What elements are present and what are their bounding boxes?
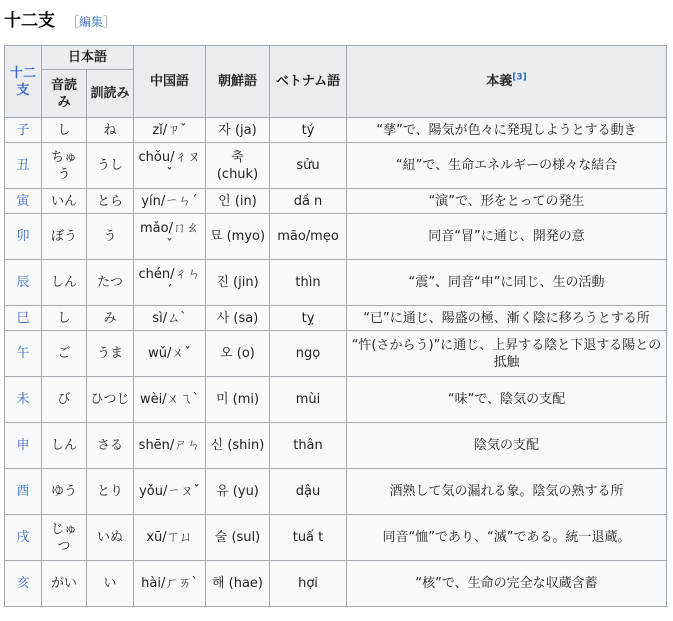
cell-chinese: mǎo/ㄇㄠˇ bbox=[134, 214, 206, 260]
cell-eto[interactable] bbox=[5, 561, 42, 607]
cell-korean: 미 (mi) bbox=[206, 377, 270, 423]
table-row bbox=[5, 143, 667, 189]
cell-korean: 신 (shin) bbox=[206, 423, 270, 469]
eto-link[interactable]: 寅 bbox=[16, 193, 30, 209]
edit-bracket-open: ［ bbox=[67, 15, 80, 29]
eto-link[interactable]: 申 bbox=[16, 438, 30, 453]
section-title: 十二支 bbox=[4, 11, 55, 31]
header-meaning: 本義[3] bbox=[347, 46, 667, 118]
cell-eto[interactable] bbox=[5, 515, 42, 561]
cell-onyomi: しん bbox=[42, 423, 87, 469]
cell-korean: 해 (hae) bbox=[206, 561, 270, 607]
table-row bbox=[5, 260, 667, 306]
cell-kunyomi: たつ bbox=[87, 260, 134, 306]
eto-link[interactable]: 巳 bbox=[16, 310, 30, 326]
cell-vietnamese: mão/mẹo bbox=[270, 214, 347, 260]
cell-onyomi: し bbox=[42, 118, 87, 143]
cell-meaning: “忤(さからう)”に通じ、上昇する陰と下退する陽との抵触 bbox=[347, 331, 667, 377]
cell-chinese: wèi/ㄨㄟˋ bbox=[134, 377, 206, 423]
cell-vietnamese: ngọ bbox=[270, 331, 347, 377]
cell-onyomi: ゆう bbox=[42, 469, 87, 515]
cell-eto[interactable] bbox=[5, 469, 42, 515]
header-eto[interactable]: 十二支 bbox=[5, 46, 42, 118]
table-row bbox=[5, 331, 667, 377]
eto-link[interactable]: 亥 bbox=[16, 576, 30, 591]
cell-chinese: xū/ㄒㄩ bbox=[134, 515, 206, 561]
cell-eto[interactable] bbox=[5, 118, 42, 143]
header-vietnamese: ベトナム語 bbox=[270, 46, 347, 118]
header-onyomi: 音読み bbox=[42, 70, 87, 118]
cell-onyomi: し bbox=[42, 306, 87, 331]
cell-kunyomi: う bbox=[87, 214, 134, 260]
cell-vietnamese: hợi bbox=[270, 561, 347, 607]
header-japanese: 日本語 bbox=[42, 46, 134, 70]
cell-korean: 오 (o) bbox=[206, 331, 270, 377]
eto-link[interactable]: 午 bbox=[16, 346, 30, 361]
table-row bbox=[5, 214, 667, 260]
cell-vietnamese: tuấ t bbox=[270, 515, 347, 561]
cell-chinese: chǒu/ㄔㄡˇ bbox=[134, 143, 206, 189]
cell-meaning: “震”、同音“申”に同じ、生の活動 bbox=[347, 260, 667, 306]
table-row bbox=[5, 189, 667, 214]
table-row bbox=[5, 306, 667, 331]
header-chinese: 中国語 bbox=[134, 46, 206, 118]
cell-vietnamese: thân bbox=[270, 423, 347, 469]
cell-chinese: chén/ㄔㄣˊ bbox=[134, 260, 206, 306]
cell-onyomi: いん bbox=[42, 189, 87, 214]
cell-meaning: 同音“恤”であり、“滅”である。統一退蔵。 bbox=[347, 515, 667, 561]
cell-eto[interactable] bbox=[5, 377, 42, 423]
cell-onyomi: しん bbox=[42, 260, 87, 306]
cell-meaning: “核”で、生命の完全な収蔵含蓄 bbox=[347, 561, 667, 607]
eto-link[interactable]: 卯 bbox=[16, 229, 30, 244]
cell-chinese: zǐ/ㄗˇ bbox=[134, 118, 206, 143]
cell-korean: 축 (chuk) bbox=[206, 143, 270, 189]
cell-meaning: “演”で、形をとっての発生 bbox=[347, 189, 667, 214]
cell-korean: 인 (in) bbox=[206, 189, 270, 214]
cell-eto[interactable] bbox=[5, 143, 42, 189]
cell-kunyomi: ひつじ bbox=[87, 377, 134, 423]
cell-kunyomi: いぬ bbox=[87, 515, 134, 561]
cell-kunyomi: とら bbox=[87, 189, 134, 214]
cell-chinese: sì/ㄙˋ bbox=[134, 306, 206, 331]
header-kunyomi: 訓読み bbox=[87, 70, 134, 118]
cell-meaning: “已”に通じ、陽盛の極、漸く陰に移ろうとする所 bbox=[347, 306, 667, 331]
cell-korean: 묘 (myo) bbox=[206, 214, 270, 260]
table-row bbox=[5, 469, 667, 515]
cell-kunyomi: い bbox=[87, 561, 134, 607]
cell-vietnamese: dậu bbox=[270, 469, 347, 515]
section-heading bbox=[4, 6, 115, 31]
cell-onyomi: ぼう bbox=[42, 214, 87, 260]
cell-korean: 유 (yu) bbox=[206, 469, 270, 515]
cell-kunyomi: み bbox=[87, 306, 134, 331]
cell-meaning: “味”で、陰気の支配 bbox=[347, 377, 667, 423]
cell-eto[interactable] bbox=[5, 189, 42, 214]
cell-meaning: 同音“冒”に通じ、開発の意 bbox=[347, 214, 667, 260]
meaning-reference[interactable]: [3] bbox=[512, 72, 527, 83]
cell-chinese: shēn/ㄕㄣ bbox=[134, 423, 206, 469]
table-row bbox=[5, 423, 667, 469]
edit-bracket-close: ］ bbox=[103, 15, 116, 29]
cell-eto[interactable] bbox=[5, 331, 42, 377]
cell-kunyomi: うま bbox=[87, 331, 134, 377]
table-row bbox=[5, 118, 667, 143]
cell-korean: 진 (jin) bbox=[206, 260, 270, 306]
cell-vietnamese: mùi bbox=[270, 377, 347, 423]
cell-onyomi: じゅつ bbox=[42, 515, 87, 561]
cell-korean: 술 (sul) bbox=[206, 515, 270, 561]
cell-eto[interactable] bbox=[5, 423, 42, 469]
edit-link[interactable]: 編集 bbox=[79, 15, 104, 29]
eto-link[interactable]: 子 bbox=[16, 122, 30, 138]
cell-vietnamese: dầ n bbox=[270, 189, 347, 214]
cell-eto[interactable] bbox=[5, 306, 42, 331]
eto-table bbox=[4, 45, 667, 607]
cell-onyomi: がい bbox=[42, 561, 87, 607]
cell-vietnamese: tý bbox=[270, 118, 347, 143]
eto-link[interactable]: 戌 bbox=[16, 530, 30, 545]
cell-onyomi: ちゅう bbox=[42, 143, 87, 189]
cell-eto[interactable] bbox=[5, 214, 42, 260]
cell-chinese: yǒu/ㄧㄡˇ bbox=[134, 469, 206, 515]
cell-chinese: wǔ/ㄨˇ bbox=[134, 331, 206, 377]
eto-link[interactable]: 辰 bbox=[16, 275, 30, 290]
cell-kunyomi: さる bbox=[87, 423, 134, 469]
table-row bbox=[5, 515, 667, 561]
table-row bbox=[5, 561, 667, 607]
cell-vietnamese: sửu bbox=[270, 143, 347, 189]
cell-onyomi: び bbox=[42, 377, 87, 423]
header-korean: 朝鮮語 bbox=[206, 46, 270, 118]
cell-vietnamese: tỵ bbox=[270, 306, 347, 331]
cell-korean: 사 (sa) bbox=[206, 306, 270, 331]
cell-korean: 자 (ja) bbox=[206, 118, 270, 143]
eto-link[interactable]: 未 bbox=[16, 392, 30, 407]
cell-vietnamese: thìn bbox=[270, 260, 347, 306]
cell-kunyomi: うし bbox=[87, 143, 134, 189]
cell-meaning: 酒熟して気の漏れる象。陰気の熟する所 bbox=[347, 469, 667, 515]
cell-meaning: “紐”で、生命エネルギーの様々な結合 bbox=[347, 143, 667, 189]
cell-meaning: 陰気の支配 bbox=[347, 423, 667, 469]
edit-section bbox=[67, 13, 115, 30]
cell-chinese: hài/ㄏㄞˋ bbox=[134, 561, 206, 607]
eto-link[interactable]: 酉 bbox=[16, 484, 30, 499]
cell-chinese: yín/ㄧㄣˊ bbox=[134, 189, 206, 214]
cell-kunyomi: ね bbox=[87, 118, 134, 143]
cell-kunyomi: とり bbox=[87, 469, 134, 515]
cell-eto[interactable] bbox=[5, 260, 42, 306]
cell-onyomi: ご bbox=[42, 331, 87, 377]
cell-meaning: “孳”で、陽気が色々に発現しようとする動き bbox=[347, 118, 667, 143]
table-row bbox=[5, 377, 667, 423]
eto-link[interactable]: 丑 bbox=[16, 158, 30, 173]
